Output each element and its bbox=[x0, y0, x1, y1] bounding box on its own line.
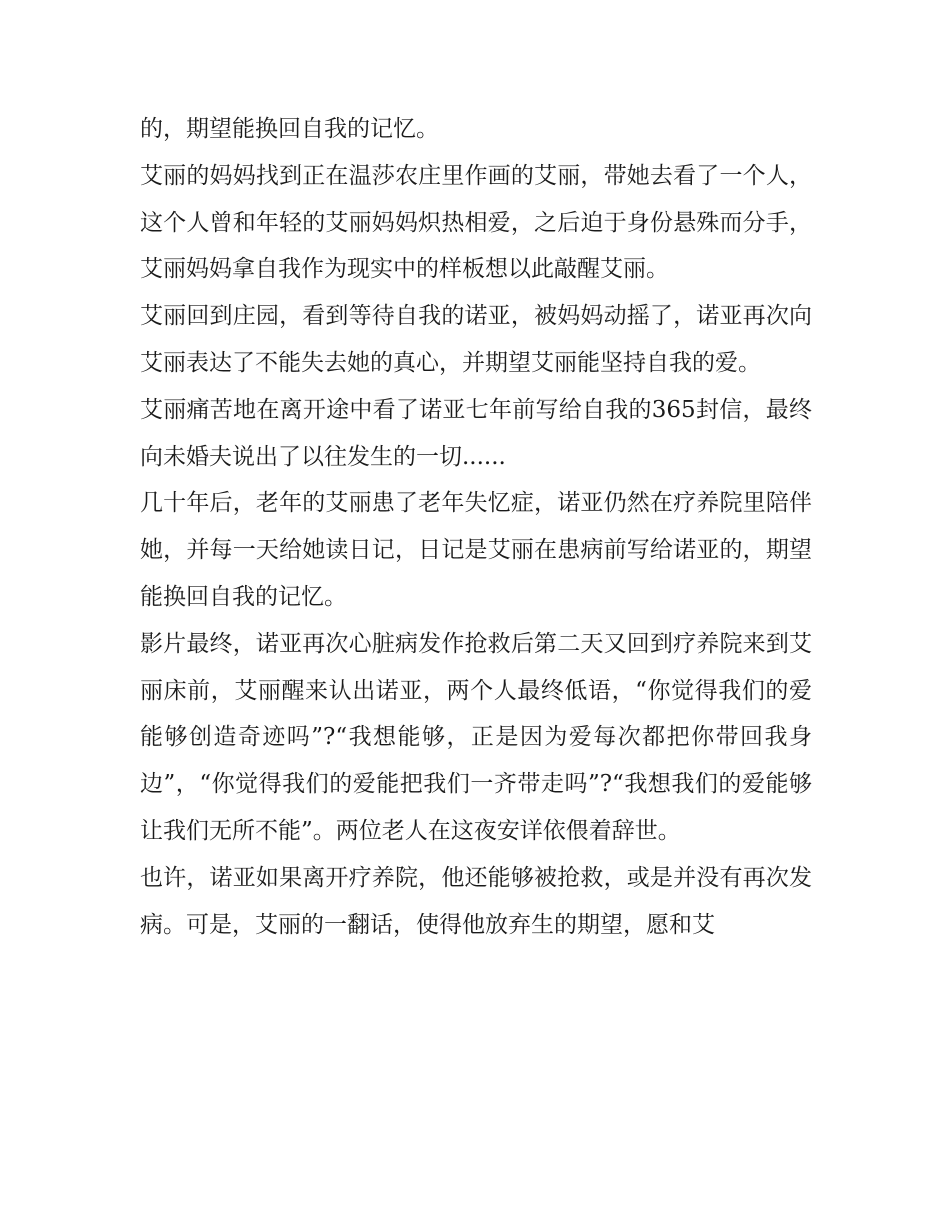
paragraph: 艾丽痛苦地在离开途中看了诺亚七年前写给自我的365封信，最终向未婚夫说出了以往发生的一切...... bbox=[140, 396, 812, 470]
document-body bbox=[140, 106, 812, 948]
paragraph: 几十年后，老年的艾丽患了老年失忆症，诺亚仍然在疗养院里陪伴她，并每一天给她读日记，日记是艾丽在患病前写给诺亚的，期望能换回自我的记忆。 bbox=[140, 490, 812, 610]
paragraph: 艾丽回到庄园，看到等待自我的诺亚，被妈妈动摇了，诺亚再次向艾丽表达了不能失去她的真心，并期望艾丽能坚持自我的爱。 bbox=[140, 303, 812, 376]
paragraph: 的，期望能换回自我的记忆。 bbox=[140, 116, 439, 142]
paragraph: 艾丽的妈妈找到正在温莎农庄里作画的艾丽，带她去看了一个人，这个人曾和年轻的艾丽妈妈炽热相爱，之后迫于身份悬殊而分手，艾丽妈妈拿自我作为现实中的样板想以此敲醒艾丽。 bbox=[140, 162, 812, 283]
paragraph: 影片最终，诺亚再次心脏病发作抢救后第二天又回到疗养院来到艾丽床前，艾丽醒来认出诺亚，两个人最终低语，“你觉得我们的爱能够创造奇迹吗”?“我想能够，正是因为爱每次都把你带回我身边”，“你觉得我们的爱能把我们一齐带走吗”?“我想我们的爱能够让我们无所不能”。两位老人在这夜安详依偎着辞世。 bbox=[140, 630, 812, 844]
paragraph: 也许，诺亚如果离开疗养院，他还能够被抢救，或是并没有再次发病。可是，艾丽的一翻话，使得他放弃生的期望，愿和艾 bbox=[140, 864, 812, 938]
